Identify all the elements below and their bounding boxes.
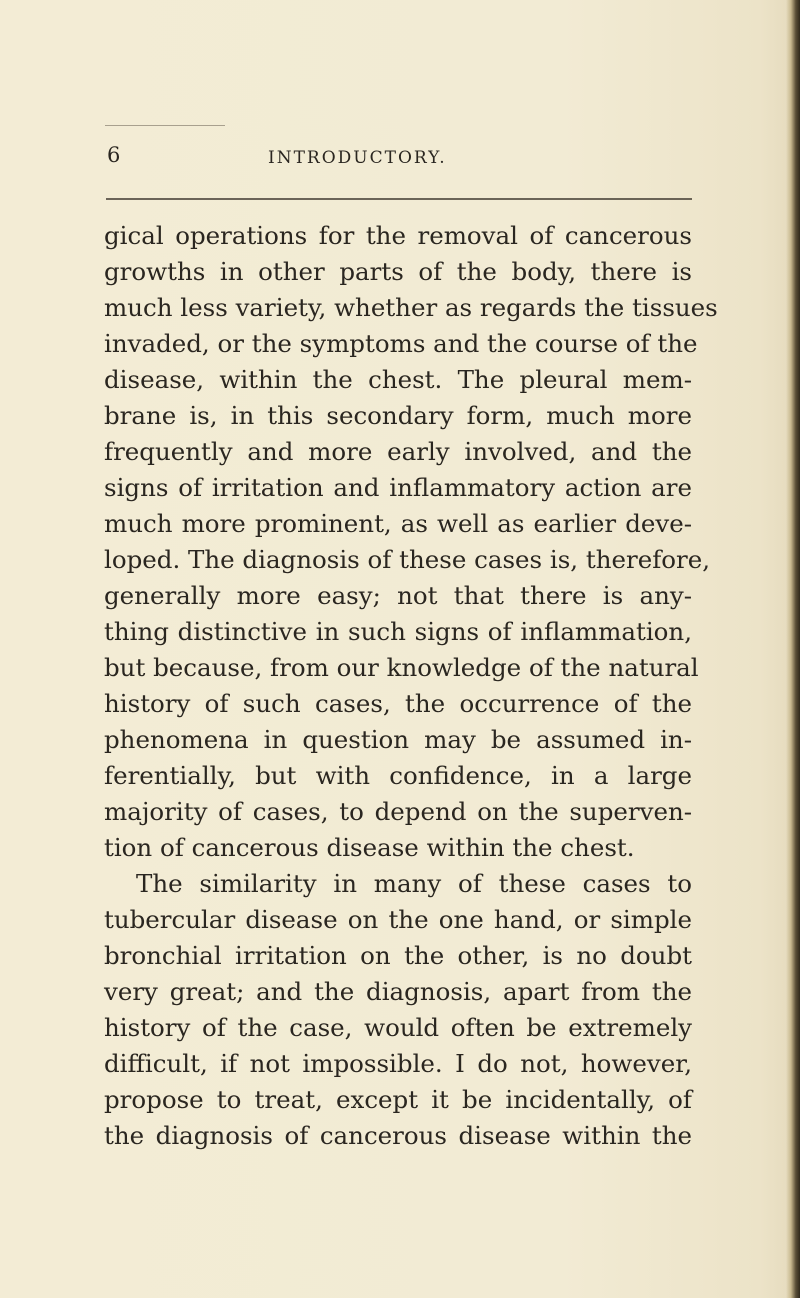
text-line: loped. The diagnosis of these cases is, therefore, [104, 545, 711, 574]
text-line: ferentially, but with confidence, in a large [104, 761, 692, 790]
text-line: the diagnosis of cancerous disease within the [104, 1121, 692, 1150]
text-line: generally more easy; not that there is any- [104, 581, 692, 610]
text-line: The similarity in many of these cases to [136, 869, 692, 898]
text-line: gical operations for the removal of cancerous [104, 221, 692, 250]
text-line: bronchial irritation on the other, is no doubt [104, 941, 692, 970]
top-rule [105, 125, 225, 126]
text-line: majority of cases, to depend on the superven- [104, 797, 692, 826]
text-line: much less variety, whether as regards the tissues [104, 293, 718, 322]
page-header [0, 143, 800, 173]
text-line: invaded, or the symptoms and the course of the [104, 329, 698, 358]
text-line: frequently and more early involved, and the [104, 437, 692, 466]
header-rule [106, 198, 692, 200]
text-line: tubercular disease on the one hand, or simple [104, 905, 692, 934]
text-line: very great; and the diagnosis, apart from the [104, 977, 692, 1006]
page-edge-shadow [786, 0, 800, 1298]
text-line: tion of cancerous disease within the chest. [104, 833, 635, 862]
running-head: INTRODUCTORY. [268, 148, 447, 168]
text-line: brane is, in this secondary form, much more [104, 401, 692, 430]
page-number: 6 [107, 143, 121, 167]
text-line: signs of irritation and inflammatory action are [104, 473, 692, 502]
text-line: disease, within the chest. The pleural mem- [104, 365, 692, 394]
text-line: history of the case, would often be extremely [104, 1013, 692, 1042]
text-line: phenomena in question may be assumed in- [104, 725, 692, 754]
text-line: much more prominent, as well as earlier deve- [104, 509, 692, 538]
text-line: propose to treat, except it be incidentally, of [104, 1085, 692, 1114]
text-line: growths in other parts of the body, there is [104, 257, 692, 286]
body-text [104, 218, 718, 1154]
text-line: difficult, if not impossible. I do not, however, [104, 1049, 692, 1078]
text-line: thing distinctive in such signs of inflammation, [104, 617, 692, 646]
text-line: history of such cases, the occurrence of the [104, 689, 692, 718]
text-line: but because, from our knowledge of the natural [104, 653, 699, 682]
